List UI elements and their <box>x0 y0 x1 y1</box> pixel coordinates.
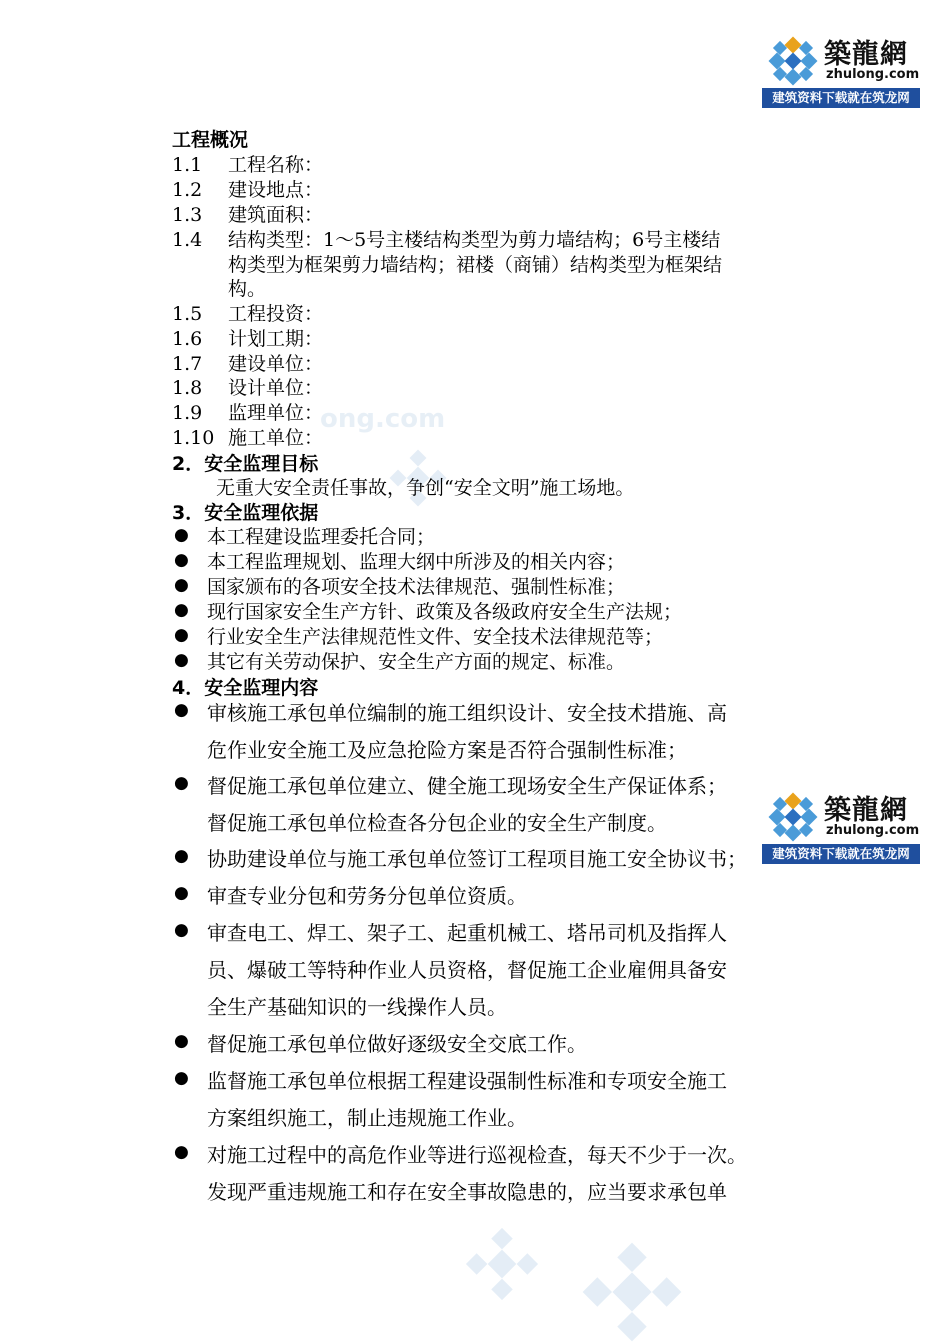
list-item: 本工程建设监理委托合同； <box>207 526 436 548</box>
list-item: 审核施工承包单位编制的施工组织设计、安全技术措施、高 <box>207 701 727 725</box>
section4-title: 4．安全监理内容 <box>172 677 319 699</box>
item-text: 建设地点： <box>228 179 324 201</box>
logo-name-cn: 築龍網 <box>824 39 908 70</box>
item-number: 1.5 <box>172 303 203 325</box>
item-text-continued: 构。 <box>228 278 267 300</box>
bullet-icon: ● <box>174 550 189 570</box>
item-text: 建设单位： <box>228 353 324 375</box>
list-item-continued: 督促施工承包单位检查各分包企业的安全生产制度。 <box>207 811 667 835</box>
item-text: 结构类型：1～5号主楼结构类型为剪力墙结构；6号主楼结 <box>228 229 721 251</box>
bullet-icon: ● <box>174 1068 189 1088</box>
info-item <box>172 225 720 252</box>
bullet-icon: ● <box>174 525 189 545</box>
bullet-icon: ● <box>174 773 189 793</box>
logo-slogan: 建筑资料下载就在筑龙网 <box>762 844 920 864</box>
bullet-icon: ● <box>174 700 189 720</box>
watermark-snowflake-icon <box>464 1226 540 1302</box>
logo-name-en: zhulong.com <box>826 823 920 838</box>
info-item <box>172 175 323 202</box>
item-number: 1.10 <box>172 427 215 449</box>
list-item-continued: 全生产基础知识的一线操作人员。 <box>207 995 507 1019</box>
watermark-snowflake-icon <box>580 1240 684 1344</box>
item-text: 设计单位： <box>228 377 324 399</box>
bullet-icon: ● <box>174 600 189 620</box>
list-item-continued: 方案组织施工，制止违规施工作业。 <box>207 1106 527 1130</box>
info-item <box>172 324 323 351</box>
list-item: 督促施工承包单位建立、健全施工现场安全生产保证体系； <box>207 774 727 798</box>
list-item: 本工程监理规划、监理大纲中所涉及的相关内容； <box>207 551 626 573</box>
bullet-icon: ● <box>174 650 189 670</box>
list-item: 监督施工承包单位根据工程建设强制性标准和专项安全施工 <box>207 1069 727 1093</box>
bullet-icon: ● <box>174 920 189 940</box>
item-number: 1.6 <box>172 328 203 350</box>
section3-title: 3．安全监理依据 <box>172 502 319 524</box>
item-text: 施工单位： <box>228 427 324 449</box>
bullet-icon: ● <box>174 575 189 595</box>
item-text: 计划工期： <box>228 328 324 350</box>
section1-title: 工程概况 <box>172 129 249 151</box>
list-item-continued: 发现严重违规施工和存在安全事故隐患的，应当要求承包单 <box>207 1180 727 1204</box>
item-number: 1.9 <box>172 402 203 424</box>
list-item: 协助建设单位与施工承包单位签订工程项目施工安全协议书； <box>207 847 747 871</box>
logo-name-cn: 築龍網 <box>824 795 908 826</box>
logo-name-en: zhulong.com <box>826 67 920 82</box>
info-item <box>172 349 323 376</box>
item-text: 工程投资： <box>228 303 324 325</box>
snowflake-logo-icon <box>766 34 820 88</box>
item-number: 1.1 <box>172 154 203 176</box>
logo-slogan: 建筑资料下载就在筑龙网 <box>762 88 920 108</box>
bullet-icon: ● <box>174 883 189 903</box>
bullet-icon: ● <box>174 846 189 866</box>
info-item <box>172 299 323 326</box>
item-number: 1.7 <box>172 353 203 375</box>
list-item-continued: 危作业安全施工及应急抢险方案是否符合强制性标准； <box>207 738 687 762</box>
bullet-icon: ● <box>174 1031 189 1051</box>
item-number: 1.8 <box>172 377 203 399</box>
list-item: 审查电工、焊工、架子工、起重机械工、塔吊司机及指挥人 <box>207 921 727 945</box>
list-item-continued: 员、爆破工等特种作业人员资格，督促施工企业雇佣具备安 <box>207 958 727 982</box>
item-text: 监理单位： <box>228 402 324 424</box>
list-item: 国家颁布的各项安全技术法律规范、强制性标准； <box>207 576 626 598</box>
watermark-text: ong.com <box>320 404 446 434</box>
item-text: 建筑面积： <box>228 204 324 226</box>
info-item <box>172 373 323 400</box>
info-item <box>172 398 323 425</box>
snowflake-logo-icon <box>766 790 820 844</box>
list-item: 督促施工承包单位做好逐级安全交底工作。 <box>207 1032 587 1056</box>
zhulong-logo <box>762 30 920 108</box>
list-item: 对施工过程中的高危作业等进行巡视检查，每天不少于一次。 <box>207 1143 747 1167</box>
item-number: 1.3 <box>172 204 203 226</box>
item-number: 1.4 <box>172 229 203 251</box>
list-item: 审查专业分包和劳务分包单位资质。 <box>207 884 527 908</box>
info-item <box>172 150 323 177</box>
item-text: 工程名称： <box>228 154 324 176</box>
section2-title: 2．安全监理目标 <box>172 453 319 475</box>
list-item: 行业安全生产法律规范性文件、安全技术法律规范等； <box>207 626 664 648</box>
list-item: 其它有关劳动保护、安全生产方面的规定、标准。 <box>207 651 626 673</box>
info-item <box>172 423 323 450</box>
bullet-icon: ● <box>174 1142 189 1162</box>
item-text-continued: 构类型为框架剪力墙结构；裙楼（商铺）结构类型为框架结 <box>228 254 723 276</box>
zhulong-logo-overlay <box>762 786 920 864</box>
list-item: 现行国家安全生产方针、政策及各级政府安全生产法规； <box>207 601 683 623</box>
item-number: 1.2 <box>172 179 203 201</box>
section2-body: 无重大安全责任事故，争创“安全文明”施工场地。 <box>216 477 635 499</box>
info-item <box>172 200 323 227</box>
bullet-icon: ● <box>174 625 189 645</box>
